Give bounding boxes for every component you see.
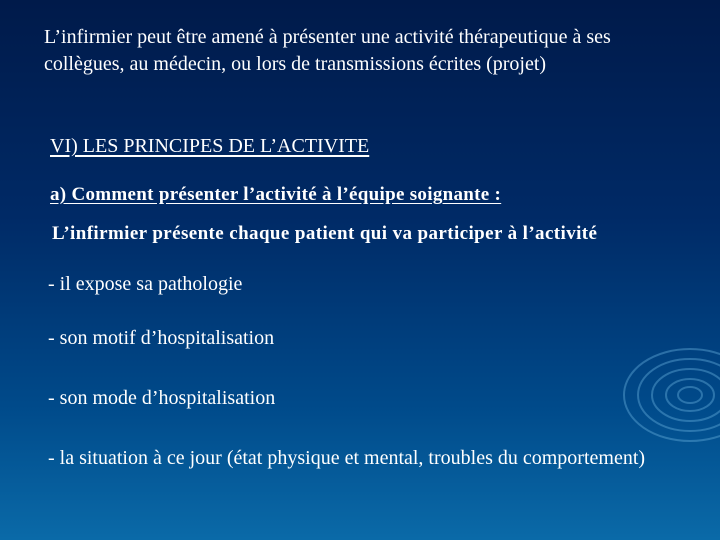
section-title: VI) LES PRINCIPES DE L’ACTIVITE xyxy=(50,135,370,157)
intro-paragraph: L’infirmier peut être amené à présenter une activité thérapeutique à ses collègues, au médecin, ou lors de transmissions écrites (projet) xyxy=(44,26,611,75)
bullet-item: - son motif d’hospitalisation xyxy=(48,327,275,349)
bullet-item: - la situation à ce jour (état physique et mental, troubles du comportement) xyxy=(48,447,646,469)
bullet-item: - il expose sa pathologie xyxy=(48,273,243,295)
bullet-item: - son mode d’hospitalisation xyxy=(48,387,276,409)
lead-text: L’infirmier présente chaque patient qui va participer à l’activité xyxy=(52,223,598,244)
subheading: a) Comment présenter l’activité à l’équipe soignante : xyxy=(50,184,502,205)
